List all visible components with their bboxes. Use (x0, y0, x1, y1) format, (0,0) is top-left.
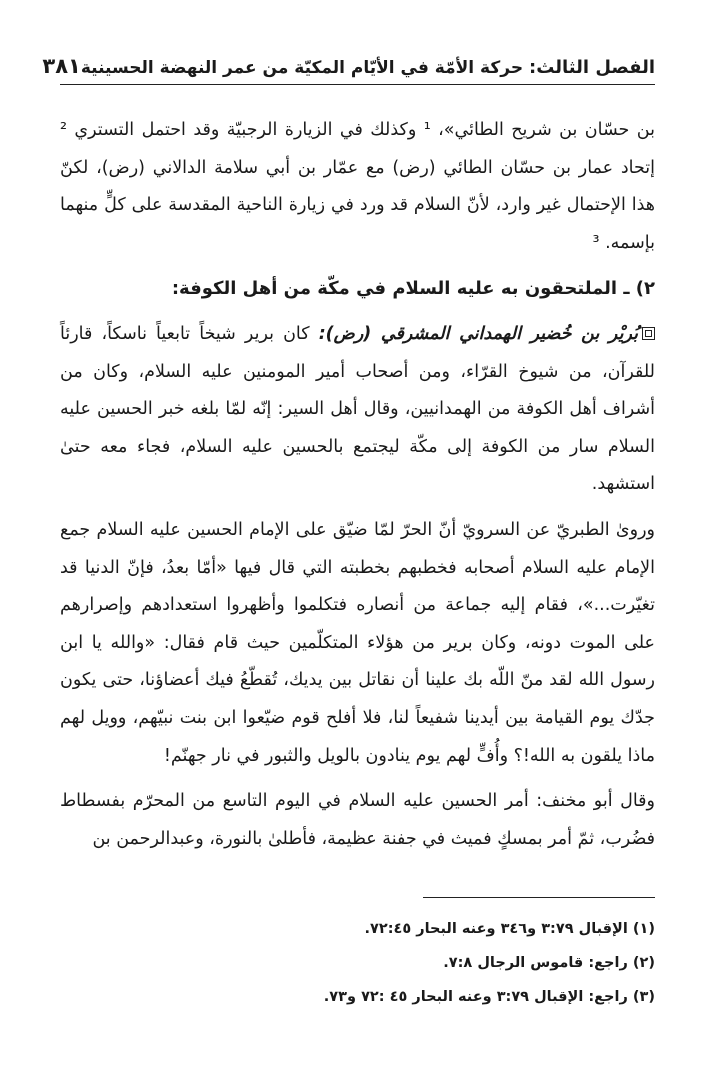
footnote-3: (٣) راجع: الإقبال ٣:٧٩ وعنه البحار ٤٥ :٧٢ و٧٣. (323, 989, 655, 1005)
footnote-1: (١) الإقبال ٣:٧٩ و٣٤٦ وعنه البحار ٧٢:٤٥. (364, 921, 655, 937)
section-heading: ٢) ـ الملتحقون به عليه السلام في مكّة من أهل الكوفة: (171, 278, 655, 300)
main-text (60, 112, 655, 858)
header-divider (60, 84, 655, 85)
paragraph-1: بن حسّان بن شريح الطائي»، ¹ وكذلك في الزيارة الرجبيّة وقد احتمل التستري ² إتحاد عمار بن حسّان الطائي (رض) مع عمّار بن أبي سلامة الدالاني (رض)، لكنّ هذا الإحتمال غير وارد، لأنّ السلام قد ورد في زيارة الناحية المقدسة على كلٍّ منهما بإسمه. ³ (60, 120, 655, 253)
paragraph-2-text: كان برير شيخاً تابعياً ناسكاً، قارئاً للقرآن، من شيوخ القرّاء، ومن أصحاب أمير المومنين عليه السلام، وكان من أشراف أهل الكوفة من الهمدانيين، وقال أهل السير: إنّه لمّا بلغه خبر الحسين عليه السلام سار من الكوفة إلى مكّة ليجتمع بالحسين عليه السلام، فجاء معه حتىٰ استشهد. (60, 323, 655, 495)
footnote-divider (423, 897, 655, 898)
chapter-subtitle: حركة الأمّة في الأيّام المكيّة من عمر النهضة الحسينية (80, 58, 524, 78)
page-number: ٣٨١ (42, 54, 81, 78)
footnote-2: (٢) راجع: قاموس الرجال ٧:٨. (443, 955, 655, 971)
paragraph-2 (60, 316, 655, 504)
paragraph-4: وقال أبو مخنف: أمر الحسين عليه السلام في اليوم التاسع من المحرّم بفسطاط فضُرب، ثمّ أمر بمسكٍ فميث في جفنة عظيمة، فأطلىٰ بالنورة، وعبدالرحمن بن (60, 791, 655, 849)
footnotes (60, 912, 655, 1014)
header-title (81, 57, 655, 78)
paragraph-3: وروىٰ الطبريّ عن السرويّ أنّ الحرّ لمّا ضيّق على الإمام الحسين عليه السلام جمع الإمام عليه السلام أصحابه فخطبهم بخطبته التي قال فيها «أمّا بعدُ، فإنّ الدنيا قد تغيّرت...»، فقام إليه جماعة من أنصاره فتكلموا وأظهروا استعدادهم وإصرارهم على الموت دونه، وكان برير من هؤلاء المتكلّمين حيث قام فقال: «والله يا ابن رسول الله لقد منّ اللّه بك علينا أن نقاتل بين يديك، تُقطّعُ فيك أعضاؤنا، حتى يكون جدّك يوم القيامة بين أيدينا شفيعاً لنا، فلا أفلح قوم ضيّعوا ابن بنت نبيّهم، وويل لهم ماذا يلقون به الله!؟ وأُفٍّ لهم يوم ينادون بالويل والثبور في نار جهنّم! (60, 519, 655, 766)
entry-marker-icon (642, 327, 655, 340)
chapter-label: الفصل الثالث: (529, 57, 655, 78)
running-header (42, 44, 655, 78)
person-name: بُريْر بن خُضير الهمداني المشرقي (رض): (318, 323, 638, 344)
